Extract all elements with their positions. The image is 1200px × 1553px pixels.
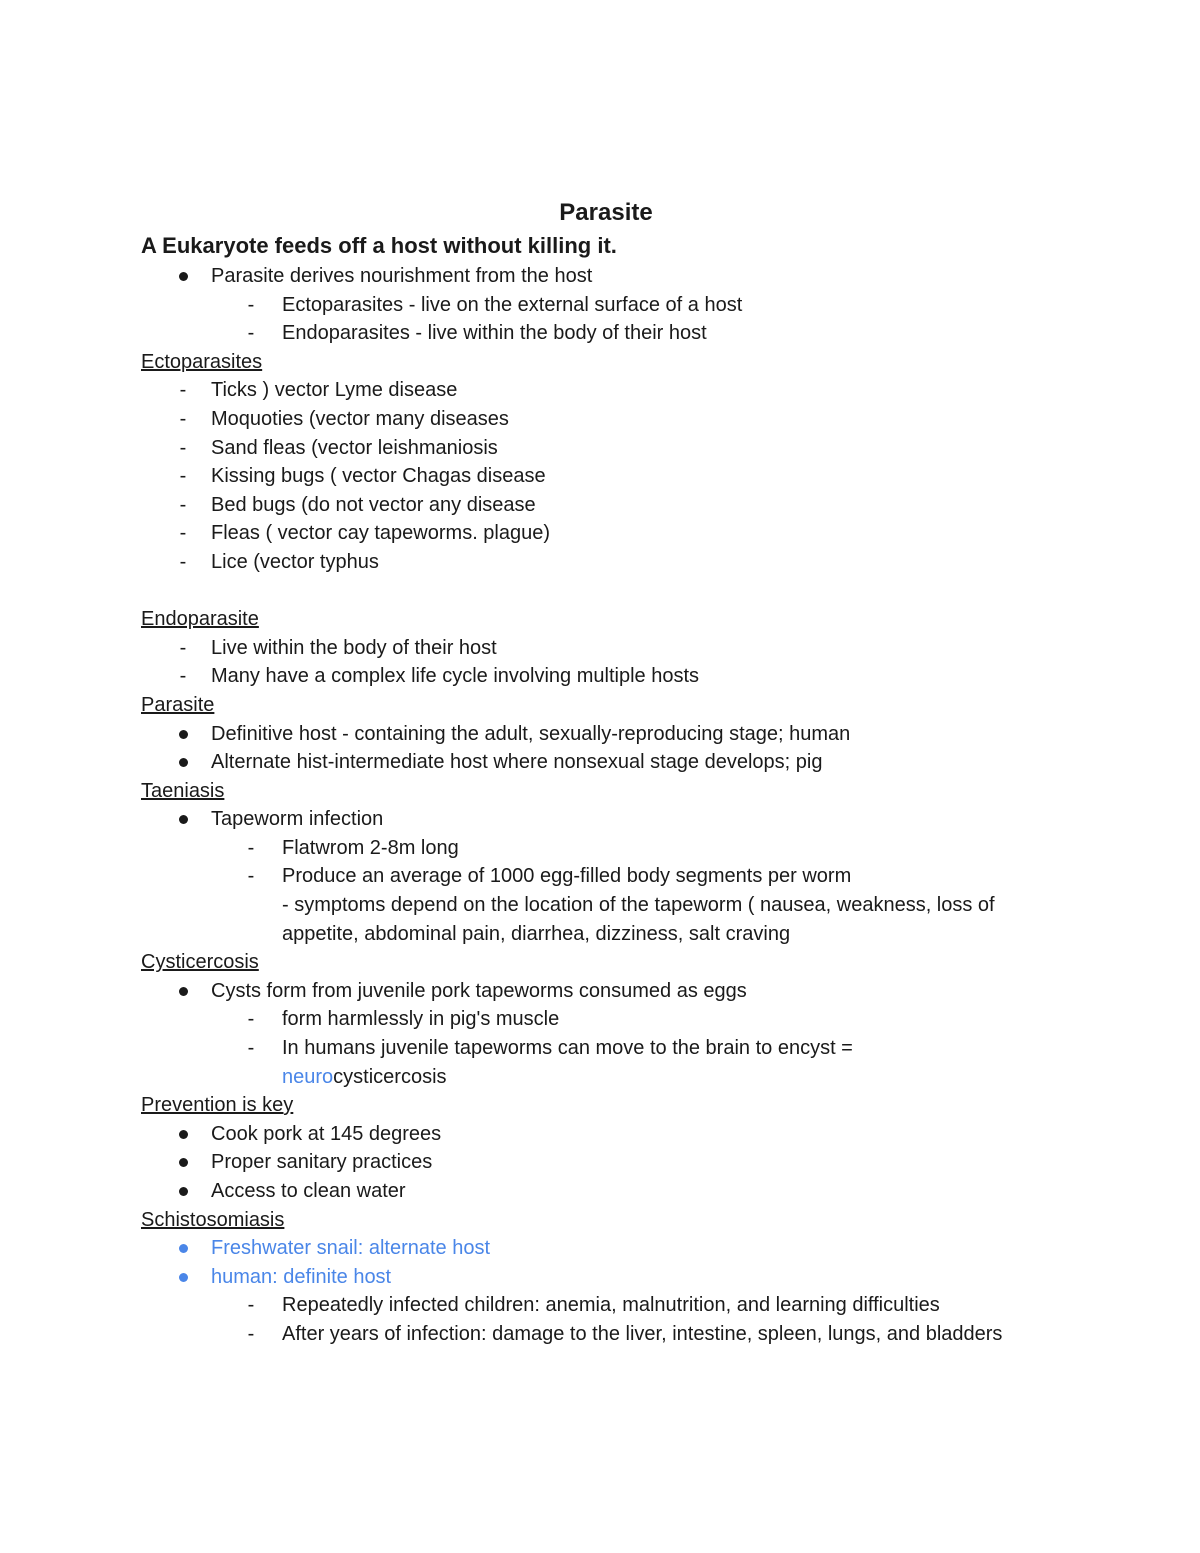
bullet-item-blue: Freshwater snail: alternate host bbox=[141, 1234, 1071, 1263]
dash-item: - Kissing bugs ( vector Chagas disease bbox=[179, 465, 546, 488]
dash-item: - Lice (vector typhus bbox=[179, 550, 379, 573]
bullet-item-blue: human: definite host bbox=[141, 1263, 1071, 1292]
bullet-item: Tapeworm infection bbox=[141, 805, 1071, 834]
section-heading-endoparasite: Endoparasite bbox=[141, 608, 259, 631]
dash-item: - After years of infection: damage to the liver, intestine, spleen, lungs, and bladders bbox=[247, 1322, 1003, 1345]
section-heading-schistosomiasis: Schistosomiasis bbox=[141, 1208, 285, 1231]
bullet-dot bbox=[179, 1158, 188, 1167]
bullet-dot bbox=[179, 987, 188, 996]
bullet-dot bbox=[179, 730, 188, 739]
bullet-item: Definitive host - containing the adult, sexually-reproducing stage; human bbox=[141, 720, 1071, 749]
bullet-dot bbox=[179, 815, 188, 824]
dash-item: - Produce an average of 1000 egg-filled body segments per worm bbox=[247, 865, 852, 888]
bullet-item: Proper sanitary practices bbox=[141, 1148, 1071, 1177]
dash-item: - Many have a complex life cycle involving multiple hosts bbox=[179, 665, 699, 688]
dash-item: - Ectoparasites - live on the external surface of a host bbox=[247, 293, 743, 316]
dash-item: - Endoparasites - live within the body of their host bbox=[247, 322, 707, 345]
bullet-item: Access to clean water bbox=[141, 1177, 1071, 1206]
bullet-dot bbox=[179, 272, 188, 281]
bullet-dot bbox=[179, 1244, 188, 1253]
document-page bbox=[141, 196, 1071, 1349]
dash-item: - Sand fleas (vector leishmaniosis bbox=[179, 436, 498, 459]
bullet-dot bbox=[179, 1273, 188, 1282]
symptoms-line-continued: appetite, abdominal pain, diarrhea, dizziness, salt craving bbox=[282, 922, 791, 945]
symptoms-line: - symptoms depend on the location of the tapeworm ( nausea, weakness, loss of bbox=[282, 894, 995, 917]
dash-item: - Flatwrom 2-8m long bbox=[247, 836, 459, 859]
bullet-item: Cysts form from juvenile pork tapeworms consumed as eggs bbox=[141, 977, 1071, 1006]
bullet-item: Cook pork at 145 degrees bbox=[141, 1120, 1071, 1149]
bullet-dot bbox=[179, 1187, 188, 1196]
dash-item: - Fleas ( vector cay tapeworms. plague) bbox=[179, 522, 551, 545]
dash-item: - In humans juvenile tapeworms can move to the brain to encyst = bbox=[247, 1037, 853, 1060]
bullet-dot bbox=[179, 758, 188, 767]
bullet-dot bbox=[179, 1130, 188, 1139]
blank-line bbox=[141, 577, 1071, 606]
section-heading-cysticercosis: Cysticercosis bbox=[141, 951, 259, 974]
section-heading-ectoparasites: Ectoparasites bbox=[141, 350, 263, 373]
section-heading-parasite: Parasite bbox=[141, 693, 215, 716]
dash-item: - Repeatedly infected children: anemia, malnutrition, and learning difficulties bbox=[247, 1294, 940, 1317]
section-heading-prevention: Prevention is key bbox=[141, 1094, 294, 1117]
dash-item: - Moquoties (vector many diseases bbox=[179, 407, 509, 430]
document-subtitle: A Eukaryote feeds off a host without killing it. bbox=[141, 233, 617, 258]
dash-item: - Bed bugs (do not vector any disease bbox=[179, 493, 536, 516]
document-title: Parasite bbox=[559, 199, 653, 226]
bullet-item: Parasite derives nourishment from the host bbox=[141, 262, 1071, 291]
dash-item: - form harmlessly in pig's muscle bbox=[247, 1008, 560, 1031]
dash-item: - Ticks ) vector Lyme disease bbox=[179, 379, 458, 402]
neurocysticercosis-line: neurocysticercosis bbox=[282, 1065, 447, 1088]
neuro-prefix: neuro bbox=[282, 1065, 334, 1088]
section-heading-taeniasis: Taeniasis bbox=[141, 779, 225, 802]
dash-item: - Live within the body of their host bbox=[179, 636, 497, 659]
bullet-item: Alternate hist-intermediate host where nonsexual stage develops; pig bbox=[141, 748, 1071, 777]
